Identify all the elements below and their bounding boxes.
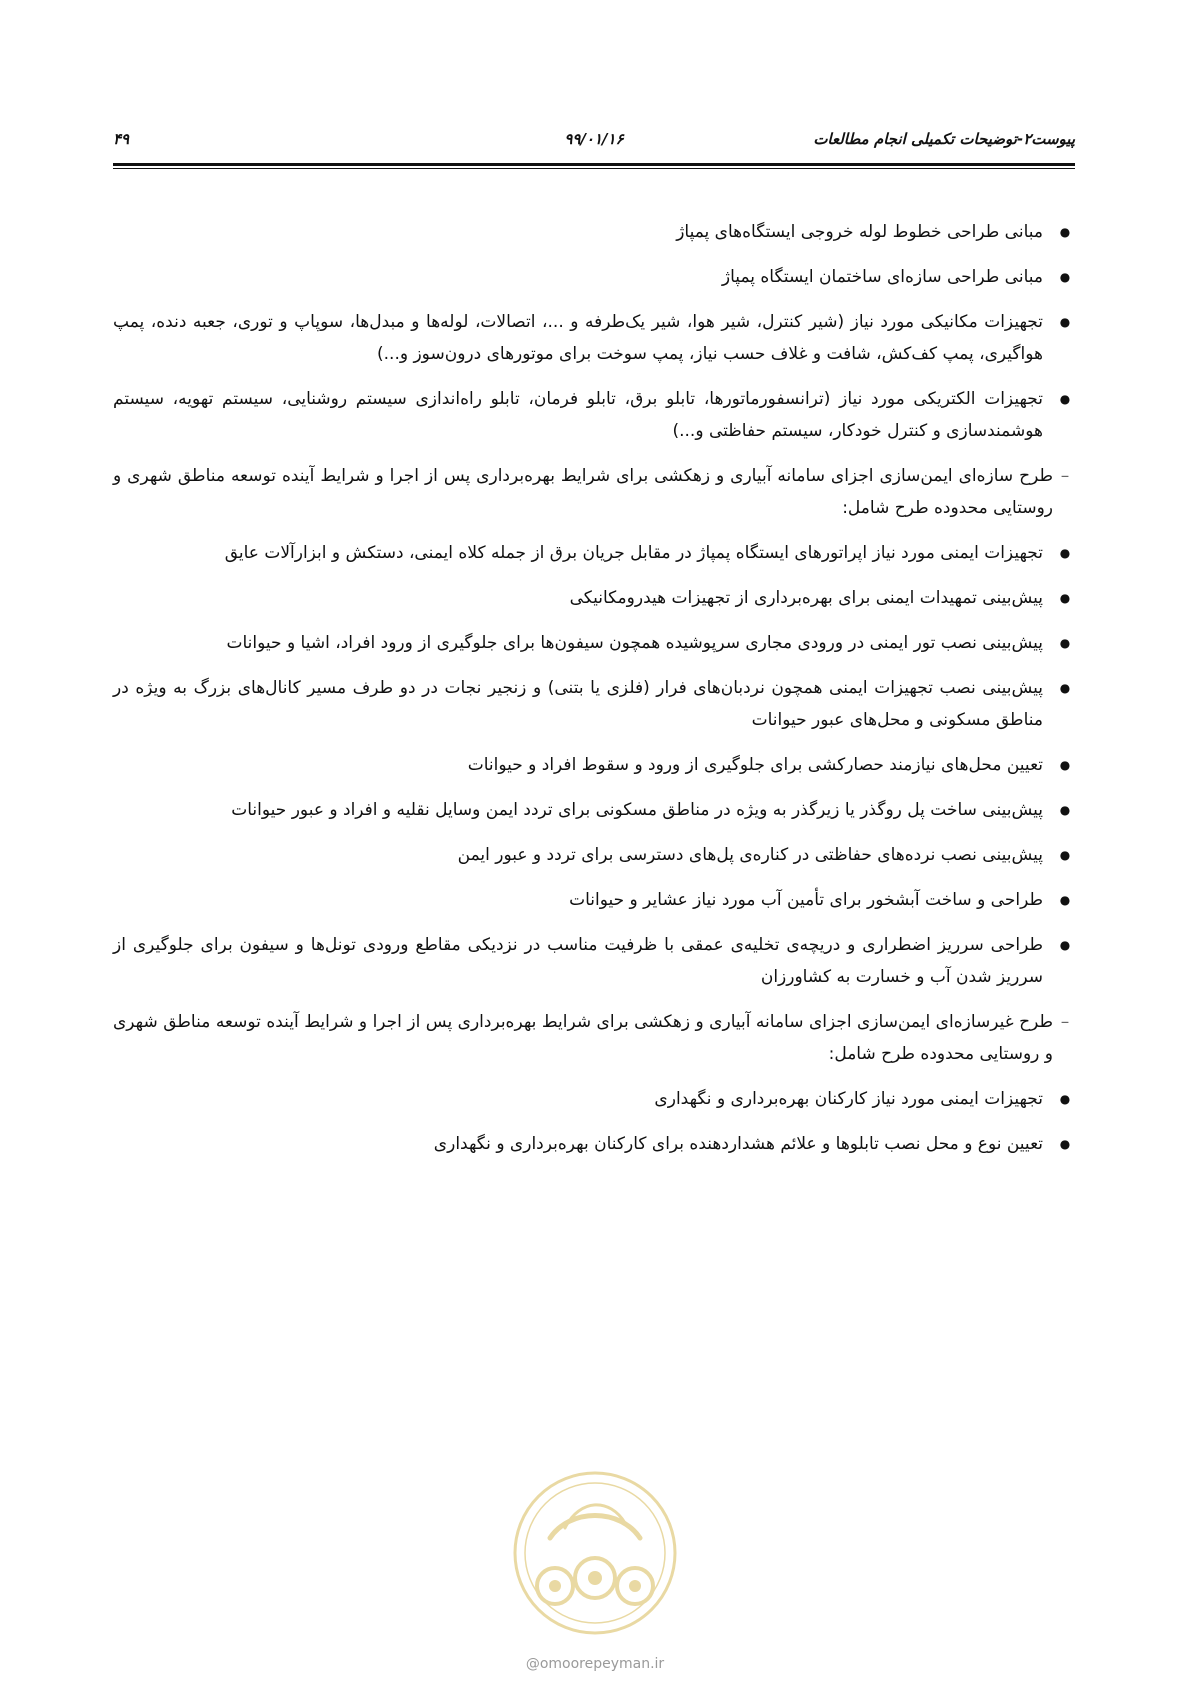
- dash-marker: –: [1060, 466, 1070, 486]
- bullet-item: [113, 306, 1075, 370]
- bullet-marker: ●: [1059, 270, 1071, 284]
- bullet-marker: ●: [1059, 546, 1071, 560]
- bullet-item: [113, 672, 1075, 736]
- bullet-item: [113, 216, 1075, 248]
- bullet-item: [113, 582, 1075, 614]
- header-title: پیوست۲-توضیحات تکمیلی انجام مطالعات: [813, 130, 1075, 148]
- bullet-item: [113, 794, 1075, 826]
- bullet-item: [113, 627, 1075, 659]
- bullet-marker: ●: [1059, 848, 1071, 862]
- bullet-item: [113, 261, 1075, 293]
- dash-marker: –: [1060, 1012, 1070, 1032]
- page-number: ۴۹: [113, 130, 130, 148]
- item-text: پیش‌بینی تمهیدات ایمنی برای بهره‌برداری از تجهیزات هیدرومکانیکی: [569, 588, 1043, 608]
- bullet-marker: ●: [1059, 591, 1071, 605]
- bullet-marker: ●: [1059, 315, 1071, 329]
- bullet-marker: ●: [1059, 225, 1071, 239]
- item-text: پیش‌بینی نصب تجهیزات ایمنی همچون نردبان‌های فرار (فلزی یا بتنی) و زنجیر نجات در دو طرف مسیر کانال‌های بزرگ به ویژه در مناطق مسکونی و محل‌های عبور حیوانات: [113, 678, 1043, 730]
- header-rule-thin: [113, 168, 1075, 169]
- watermark: @omoorepeyman.ir: [525, 1656, 665, 1672]
- bullet-item: [113, 839, 1075, 871]
- dash-item: [113, 460, 1075, 524]
- bullet-marker: ●: [1059, 893, 1071, 907]
- item-text: پیش‌بینی نصب تور ایمنی در ورودی مجاری سرپوشیده همچون سیفون‌ها برای جلوگیری از ورود افراد، اشیا و حیوانات: [226, 633, 1043, 653]
- item-text: تجهیزات ایمنی مورد نیاز کارکنان بهره‌برداری و نگهداری: [654, 1089, 1043, 1109]
- bullet-marker: ●: [1059, 1092, 1071, 1106]
- bullet-marker: ●: [1059, 636, 1071, 650]
- item-text: مبانی طراحی سازه‌ای ساختمان ایستگاه پمپاژ: [721, 267, 1043, 287]
- item-text: تعیین محل‌های نیازمند حصارکشی برای جلوگیری از ورود و سقوط افراد و حیوانات: [467, 755, 1043, 775]
- seal-logo: [510, 1468, 680, 1638]
- item-text: طراحی سرریز اضطراری و دریچه‌ی تخلیه‌ی عمقی با ظرفیت مناسب در نزدیکی مقاطع ورودی تونل‌ها و سیفون برای جلوگیری از سرریز شدن آب و خسارت به کشاورزان: [113, 935, 1043, 987]
- item-text: تجهیزات مکانیکی مورد نیاز (شیر کنترل، شیر هوا، شیر یک‌طرفه و ...، اتصالات، لوله‌ها و مبدل‌ها، سوپاپ و توری، جعبه دنده، پمپ هواگیری، پمپ کف‌کش، شافت و غلاف حسب نیاز، پمپ سوخت برای موتورهای درون‌سوز و...): [113, 312, 1043, 364]
- bullet-item: [113, 749, 1075, 781]
- item-text: طرح سازه‌ای ایمن‌سازی اجزای سامانه آبیاری و زهکشی برای شرایط بهره‌برداری پس از اجرا و شرایط آینده توسعه مناطق شهری و روستایی محدوده طرح شامل:: [113, 466, 1053, 518]
- item-text: تجهیزات الکتریکی مورد نیاز (ترانسفورماتورها، تابلو برق، تابلو فرمان، تابلو راه‌اندازی سیستم روشنایی، سیستم تهویه، سیستم هوشمندسازی و کنترل خودکار، سیستم حفاظتی و...): [113, 389, 1043, 441]
- page-header: [113, 128, 1075, 158]
- bullet-item: [113, 537, 1075, 569]
- bullet-marker: ●: [1059, 681, 1071, 695]
- bullet-item: [113, 929, 1075, 993]
- item-text: تعیین نوع و محل نصب تابلوها و علائم هشداردهنده برای کارکنان بهره‌برداری و نگهداری: [433, 1134, 1043, 1154]
- document-body: [113, 216, 1075, 1173]
- dash-item: [113, 1006, 1075, 1070]
- item-text: پیش‌بینی ساخت پل روگذر یا زیرگذر به ویژه در مناطق مسکونی برای تردد ایمن وسایل نقلیه و افراد و عبور حیوانات: [231, 800, 1043, 820]
- bullet-marker: ●: [1059, 938, 1071, 952]
- bullet-marker: ●: [1059, 803, 1071, 817]
- bullet-item: [113, 1083, 1075, 1115]
- header-date: ۹۹/۰۱/۱۶: [564, 130, 624, 148]
- bullet-marker: ●: [1059, 392, 1071, 406]
- item-text: طراحی و ساخت آبشخور برای تأمین آب مورد نیاز عشایر و حیوانات: [569, 890, 1043, 910]
- item-text: طرح غیرسازه‌ای ایمن‌سازی اجزای سامانه آبیاری و زهکشی برای شرایط بهره‌برداری پس از اجرا و شرایط آینده توسعه مناطق شهری و روستایی محدوده طرح شامل:: [113, 1012, 1053, 1064]
- bullet-item: [113, 383, 1075, 447]
- bullet-item: [113, 1128, 1075, 1160]
- bullet-marker: ●: [1059, 1137, 1071, 1151]
- item-text: پیش‌بینی نصب نرده‌های حفاظتی در کناره‌ی پل‌های دسترسی برای تردد و عبور ایمن: [457, 845, 1043, 865]
- item-text: تجهیزات ایمنی مورد نیاز اپراتورهای ایستگاه پمپاژ در مقابل جریان برق از جمله کلاه ایمنی، دستکش و ابزارآلات عایق: [224, 543, 1043, 563]
- item-text: مبانی طراحی خطوط لوله خروجی ایستگاه‌های پمپاژ: [676, 222, 1043, 242]
- header-rule-thick: [113, 163, 1075, 166]
- bullet-marker: ●: [1059, 758, 1071, 772]
- bullet-item: [113, 884, 1075, 916]
